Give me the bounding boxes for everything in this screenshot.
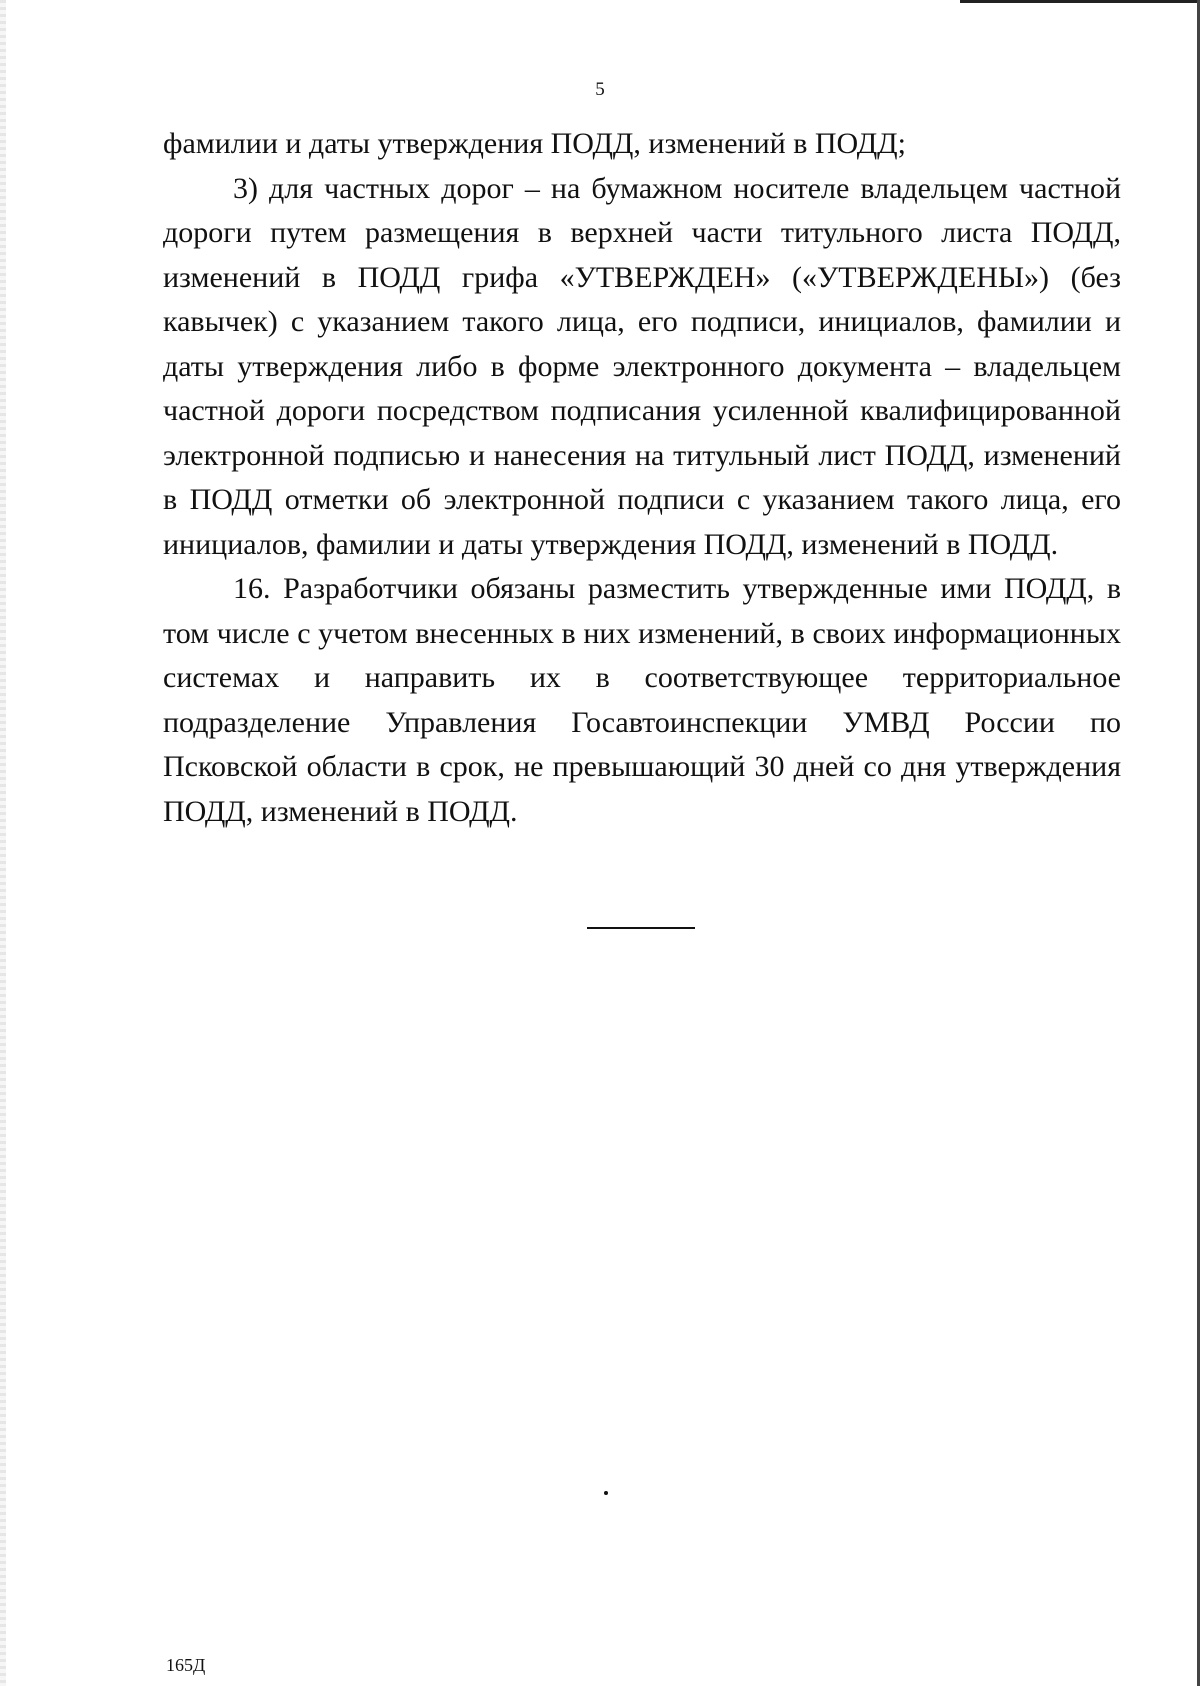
end-of-text-rule bbox=[587, 927, 695, 929]
paragraph-continuation: фамилии и даты утверждения ПОДД, изменений в ПОДД; bbox=[163, 127, 906, 160]
scan-speck bbox=[604, 1491, 608, 1495]
scan-left-edge bbox=[0, 0, 6, 1686]
document-code: 165Д bbox=[166, 1655, 206, 1675]
paragraph-item-3: 3) для частных дорог – на бумажном носителе владельцем частной дороги путем размещения в верхней части титульного листа ПОДД, изменений в ПОДД грифа «УТВЕРЖДЕН» («УТВЕРЖДЕНЫ») (без кавычек) с указанием такого лица, его подписи, инициалов, фамилии и даты утверждения либо в форме электронного документа – владельцем частной дороги посредством подписания усиленной квалифицированной электронной подписью и нанесения на титульный лист ПОДД, изменений в ПОДД отметки об электронной подписи с указанием такого лица, его инициалов, фамилии и даты утверждения ПОДД, изменений в ПОДД. bbox=[163, 171, 1121, 561]
paragraph-clause-16: 16. Разработчики обязаны разместить утвержденные ими ПОДД, в том числе с учетом внесенных в них изменений, в своих информационных системах и направить их в соответствующее территориальное подразделение Управления Госавтоинспекции УМВД России по Псковской области в срок, не превышающий 30 дней со дня утверждения ПОДД, изменений в ПОДД. bbox=[163, 572, 1121, 828]
page-number: 5 bbox=[595, 79, 605, 100]
document-body bbox=[163, 122, 1121, 834]
scan-top-edge-line bbox=[960, 0, 1200, 3]
